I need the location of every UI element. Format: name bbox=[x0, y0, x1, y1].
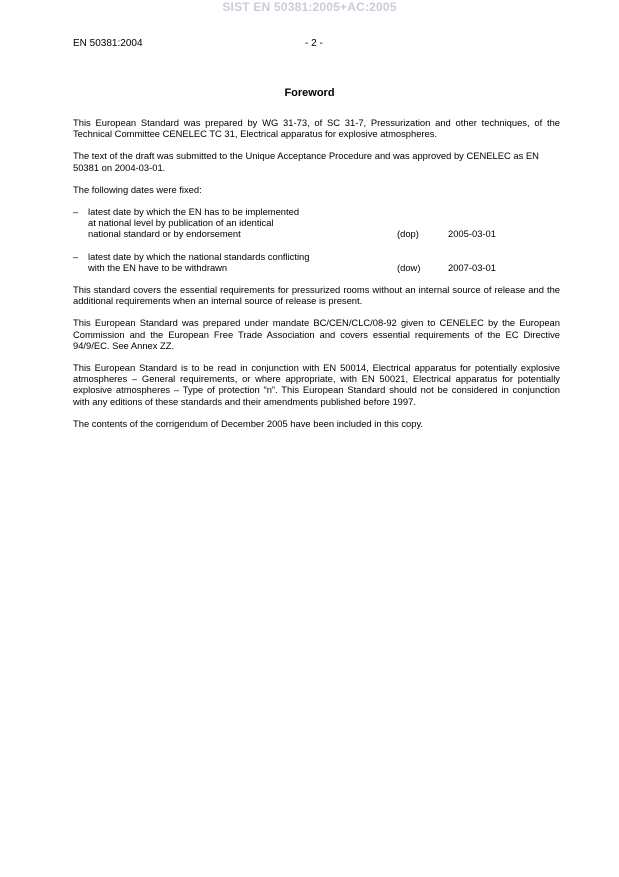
list-dash: – bbox=[73, 206, 79, 218]
section-title: Foreword bbox=[284, 87, 335, 99]
paragraph-approval: The text of the draft was submitted to the Unique Acceptance Procedure and was approved by CENELEC as EN 50381 on 2004-03-01. bbox=[73, 150, 539, 173]
date-value: 2005-03-01 bbox=[448, 228, 496, 240]
document-body bbox=[73, 117, 560, 440]
paragraph-corrigendum: The contents of the corrigendum of December 2005 have been included in this copy. bbox=[73, 417, 424, 429]
paragraph-conjunction: This European Standard is to be read in conjunction with EN 50014, Electrical apparatus for potentially explosive atmospheres – General requirements, or where appropriate, with EN 50021, Electrical apparatus for potentially explosive atmospheres – Type of protection “n”. This European Standard should not be considered in conjunction with any editions of these standards and their amendments published before 1997. bbox=[73, 362, 560, 407]
watermark-text: SIST EN 50381:2005+AC:2005 bbox=[222, 0, 397, 14]
list-dash: – bbox=[73, 250, 79, 262]
date-description bbox=[88, 206, 388, 240]
document-id: EN 50381:2004 bbox=[73, 38, 143, 49]
date-item-dow bbox=[73, 251, 560, 273]
date-description-line: national standard or by endorsement bbox=[88, 228, 241, 240]
paragraph-dates-intro: The following dates were fixed: bbox=[73, 183, 202, 195]
date-description-line: with the EN have to be withdrawn bbox=[88, 261, 228, 273]
paragraph-mandate: This European Standard was prepared under mandate BC/CEN/CLC/08-92 given to CENELEC by the European Commission and the European Free Trade Association and covers essential requirements of the EC Directive 94/9/EC. See Annex ZZ. bbox=[73, 317, 560, 351]
date-code: (dop) bbox=[397, 228, 419, 240]
paragraph-scope: This standard covers the essential requirements for pressurized rooms without an internal source of release and the additional requirements when an internal source of release is present. bbox=[73, 284, 560, 307]
date-description-line: latest date by which the EN has to be implemented bbox=[88, 206, 300, 218]
date-code: (dow) bbox=[397, 261, 421, 273]
paragraph-prepared-by: This European Standard was prepared by WG 31-73, of SC 31-7, Pressurization and other techniques, of the Technical Committee CENELEC TC 31, Electrical apparatus for explosive atmospheres. bbox=[73, 117, 560, 140]
date-item-dop bbox=[73, 206, 560, 240]
date-value: 2007-03-01 bbox=[448, 261, 496, 273]
dates-list bbox=[73, 206, 560, 273]
page-number: - 2 - bbox=[305, 38, 323, 49]
date-description-line: at national level by publication of an identical bbox=[88, 217, 274, 229]
date-description bbox=[88, 251, 388, 273]
date-description-line: latest date by which the national standards conflicting bbox=[88, 250, 310, 262]
